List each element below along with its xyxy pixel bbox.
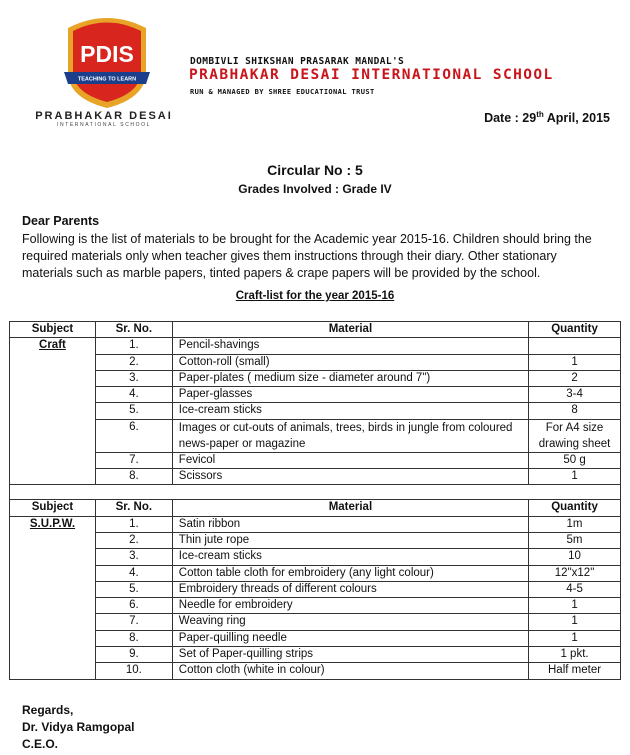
table-row [10,452,621,468]
header-material: Material [172,322,528,338]
quantity: For A4 size drawing sheet [529,419,621,452]
sr-no: 2. [95,532,172,548]
sr-no: 7. [95,614,172,630]
quantity: 50 g [529,452,621,468]
quantity: 1 [529,354,621,370]
signature-block [22,702,134,753]
table-header-row [10,322,621,338]
craft-section [10,322,621,500]
table-row [10,581,621,597]
sr-no: 4. [95,387,172,403]
material: Ice-cream sticks [172,403,528,419]
sr-no: 10. [95,663,172,679]
sr-no: 7. [95,452,172,468]
quantity: 1 [529,469,621,485]
sr-no: 4. [95,565,172,581]
sr-no: 1. [95,516,172,532]
table-row [10,370,621,386]
quantity: 1 [529,630,621,646]
header-quantity: Quantity [529,322,621,338]
sr-no: 1. [95,338,172,354]
logo-ribbon-text: TEACHING TO LEARN [77,76,137,83]
material: Needle for embroidery [172,598,528,614]
material: Images or cut-outs of animals, trees, birds in jungle from coloured news-paper or magazine [172,419,528,452]
supw-section [10,500,621,679]
logo-caption-subtitle: INTERNATIONAL SCHOOL [57,122,151,128]
header-sr-no: Sr. No. [95,500,172,516]
header-quantity: Quantity [529,500,621,516]
grades-involved: Grades Involved : Grade IV [238,182,392,196]
subject-craft: Craft [10,338,96,485]
material: Scissors [172,469,528,485]
quantity [529,338,621,354]
material: Ice-cream sticks [172,549,528,565]
header-subject: Subject [10,500,96,516]
table-row [10,663,621,679]
material: Fevicol [172,452,528,468]
sr-no: 5. [95,581,172,597]
sr-no: 8. [95,630,172,646]
circular-date: Date : 29th April, 2015 [484,110,610,126]
table-row [10,419,621,452]
table-row [10,598,621,614]
salutation: Dear Parents [22,214,100,228]
sr-no: 9. [95,647,172,663]
signatory-title: C.E.O. [22,737,59,751]
logo-caption-name: PRABHAKAR DESAI [35,110,173,122]
material: Pencil-shavings [172,338,528,354]
logo-caption [18,110,190,128]
table-row [10,516,621,532]
sr-no: 6. [95,419,172,452]
table-row [10,338,621,354]
quantity: 12"x12" [529,565,621,581]
table-header-row [10,500,621,516]
quantity: 5m [529,532,621,548]
managed-by-line: RUN & MANAGED BY SHREE EDUCATIONAL TRUST [190,88,375,96]
quantity: 1 [529,598,621,614]
quantity: 1m [529,516,621,532]
quantity: 1 pkt. [529,647,621,663]
sr-no: 3. [95,549,172,565]
subject-supw: S.U.P.W. [10,516,96,679]
logo-text: PDIS [80,41,134,67]
sr-no: 2. [95,354,172,370]
circular-number: Circular No : 5 [267,162,363,178]
material: Cotton cloth (white in colour) [172,663,528,679]
sr-no: 8. [95,469,172,485]
quantity: 3-4 [529,387,621,403]
material: Paper-plates ( medium size - diameter around 7") [172,370,528,386]
quantity: Half meter [529,663,621,679]
table-row [10,469,621,485]
sr-no: 3. [95,370,172,386]
table-row [10,647,621,663]
table-row [10,403,621,419]
table-row [10,630,621,646]
header-sr-no: Sr. No. [95,322,172,338]
school-name: PRABHAKAR DESAI INTERNATIONAL SCHOOL [189,67,554,83]
table-row [10,387,621,403]
table-row [10,549,621,565]
quantity: 10 [529,549,621,565]
material: Satin ribbon [172,516,528,532]
materials-table [9,321,621,680]
material: Set of Paper-quilling strips [172,647,528,663]
material: Thin jute rope [172,532,528,548]
intro-paragraph: Following is the list of materials to be brought for the Academic year 2015-16. Children should bring the required materials only when teacher gives them instructions through their diary. Other stationary materials such as marble papers, tinted papers & crape papers will be provided by the school. [22,232,592,280]
material: Weaving ring [172,614,528,630]
material: Paper-quilling needle [172,630,528,646]
material: Cotton table cloth for embroidery (any light colour) [172,565,528,581]
header-subject: Subject [10,322,96,338]
signatory-name: Dr. Vidya Ramgopal [22,720,135,734]
quantity: 2 [529,370,621,386]
table-row [10,614,621,630]
table-row [10,354,621,370]
material: Embroidery threads of different colours [172,581,528,597]
separator-cell [10,485,621,500]
header-material: Material [172,500,528,516]
trust-name: DOMBIVLI SHIKSHAN PRASARAK MANDAL'S [190,56,405,67]
regards-line: Regards, [22,703,74,717]
table-row [10,565,621,581]
quantity: 4-5 [529,581,621,597]
school-logo-shield [62,14,152,110]
quantity: 8 [529,403,621,419]
craft-list-title: Craft-list for the year 2015-16 [235,290,395,302]
material: Paper-glasses [172,387,528,403]
sr-no: 5. [95,403,172,419]
sr-no: 6. [95,598,172,614]
quantity: 1 [529,614,621,630]
table-row [10,532,621,548]
table-separator-row [10,485,621,500]
material: Cotton-roll (small) [172,354,528,370]
